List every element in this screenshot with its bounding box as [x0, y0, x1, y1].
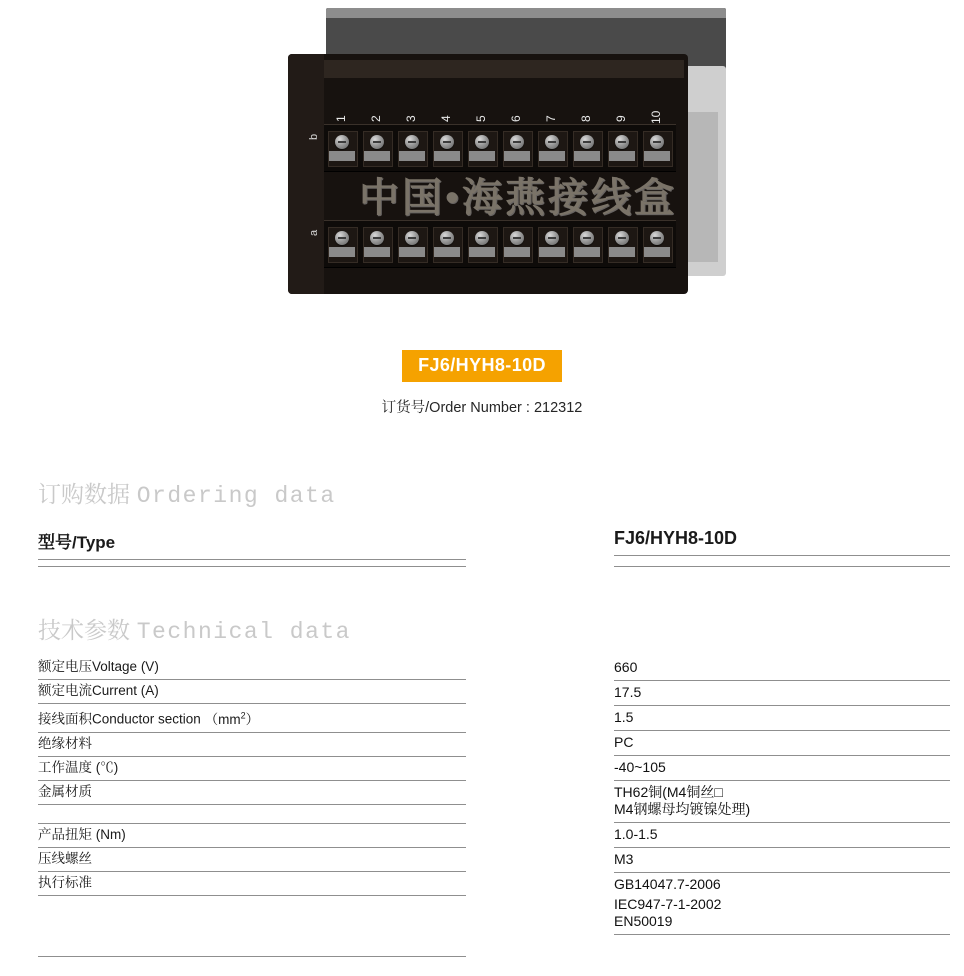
terminal-plate — [504, 151, 530, 161]
row-label-cn: 工作温度 — [38, 759, 92, 775]
ordering-type-label: 型号/Type — [38, 528, 466, 560]
row-label-en: Conductor section — [92, 711, 201, 727]
screw-icon — [615, 231, 629, 245]
row-unit: (V) — [140, 659, 159, 674]
terminal-plate — [609, 247, 635, 257]
table-cell-value: PC — [614, 731, 950, 756]
table-cell-value: -40~105 — [614, 756, 950, 781]
ordering-right-divider — [614, 566, 950, 567]
order-number-row — [0, 396, 964, 417]
screw-icon — [650, 135, 664, 149]
terminal-plate — [329, 247, 355, 257]
row-label-cn: 金属材质 — [38, 783, 92, 799]
row-label-cn: 执行标准 — [38, 874, 92, 890]
screw-icon — [370, 135, 384, 149]
terminal-number: 5 — [474, 115, 488, 122]
row-label-en: Current — [92, 683, 138, 698]
screw-icon — [510, 231, 524, 245]
section-heading-technical — [38, 612, 351, 645]
watermark-text: 中国•海燕接线盒 — [358, 175, 677, 220]
table-row-empty — [38, 805, 466, 824]
ordering-left-divider — [38, 566, 466, 567]
terminal-plate — [434, 247, 460, 257]
table-cell-value: 1.5 — [614, 706, 950, 731]
section-heading-technical-cn: 技术参数 — [38, 617, 130, 643]
terminal-number: 9 — [614, 115, 628, 122]
table-bottom-divider — [38, 942, 466, 957]
terminal-plate — [644, 151, 670, 161]
terminal-number: 1 — [334, 115, 348, 122]
screw-icon — [440, 135, 454, 149]
terminal-number: 10 — [649, 110, 663, 124]
table-cell-value: 17.5 — [614, 681, 950, 706]
box-back-wall-highlight — [326, 8, 726, 18]
row-unit: (℃) — [95, 759, 119, 775]
technical-labels-column — [38, 656, 466, 957]
model-badge-row — [0, 350, 964, 382]
terminal-plate — [574, 247, 600, 257]
terminal-number: 4 — [439, 115, 453, 122]
terminal-plate — [609, 151, 635, 161]
row-label-cn: 产品扭矩 — [38, 826, 92, 842]
table-cell-value: GB14047.7-2006 — [614, 876, 721, 892]
table-row — [38, 656, 466, 680]
terminal-plate — [329, 151, 355, 161]
screw-icon — [370, 231, 384, 245]
screw-icon — [545, 135, 559, 149]
screw-icon — [580, 231, 594, 245]
screw-icon — [405, 231, 419, 245]
order-number-value: 212312 — [533, 400, 583, 416]
terminal-plate — [364, 247, 390, 257]
row-label-b: b — [308, 133, 320, 140]
section-heading-ordering-en: Ordering data — [136, 483, 336, 509]
terminal-plate — [574, 151, 600, 161]
product-image-area — [0, 0, 964, 300]
table-row-empty — [38, 896, 466, 942]
terminal-number: 3 — [404, 115, 418, 122]
table-cell-value: 1.0-1.5 — [614, 823, 950, 848]
table-cell-value: TH62铜(M4铜丝□ — [614, 784, 723, 800]
terminal-plate — [399, 247, 425, 257]
terminal-plate — [539, 151, 565, 161]
screw-icon — [335, 135, 349, 149]
row-unit: (Nm) — [95, 826, 126, 842]
terminal-plate — [469, 247, 495, 257]
row-label-cn: 压线螺丝 — [38, 850, 92, 866]
table-cell-value: IEC947-7-1-2002 — [614, 896, 722, 912]
section-heading-technical-en: Technical data — [136, 619, 351, 645]
terminal-number: 8 — [579, 115, 593, 122]
screw-icon — [475, 135, 489, 149]
screw-icon — [405, 135, 419, 149]
screw-icon — [545, 231, 559, 245]
row-label-cn: 绝缘材料 — [38, 735, 92, 751]
technical-values-column — [614, 656, 950, 935]
terminal-plate — [504, 247, 530, 257]
section-heading-ordering-cn: 订购数据 — [38, 481, 130, 507]
row-label-cn: 接线面积 — [38, 711, 92, 727]
section-heading-ordering — [38, 476, 336, 509]
ordering-type-value: FJ6/HYH8-10D — [614, 528, 950, 556]
table-row — [38, 680, 466, 704]
table-cell-value: 660 — [614, 656, 950, 681]
row-label-a: a — [308, 229, 320, 236]
table-cell-value: M3 — [614, 848, 950, 873]
terminal-number: 6 — [509, 115, 523, 122]
box-body-highlight — [324, 60, 684, 78]
table-row — [38, 781, 466, 805]
screw-icon — [650, 231, 664, 245]
terminal-junction-box-photo — [278, 8, 738, 288]
model-badge: FJ6/HYH8-10D — [402, 350, 562, 382]
screw-icon — [615, 135, 629, 149]
box-left-side — [288, 54, 324, 294]
row-label-cn: 额定电流 — [38, 683, 92, 698]
terminal-strip-row-a — [324, 220, 676, 268]
table-cell-value: EN50019 — [614, 913, 950, 935]
row-label-cn: 额定电压 — [38, 659, 92, 674]
row-unit: $(mm^2)$ — [204, 710, 260, 727]
terminal-number: 7 — [544, 115, 558, 122]
row-label-en: Voltage — [92, 659, 138, 674]
terminal-number: 2 — [369, 115, 383, 122]
table-row — [38, 704, 466, 733]
order-number-label: 订货号/Order Number : — [381, 400, 530, 416]
terminal-plate — [644, 247, 670, 257]
terminal-plate — [434, 151, 460, 161]
screw-icon — [335, 231, 349, 245]
terminal-strip-row-b — [324, 124, 676, 172]
screw-icon — [440, 231, 454, 245]
screw-icon — [580, 135, 594, 149]
table-cell-value: M4钢螺母均镀镍处理) — [614, 801, 950, 823]
table-row — [38, 848, 466, 872]
screw-icon — [475, 231, 489, 245]
row-unit: (A) — [140, 683, 159, 698]
terminal-plate — [469, 151, 495, 161]
screw-icon — [510, 135, 524, 149]
terminal-plate — [364, 151, 390, 161]
terminal-plate — [399, 151, 425, 161]
terminal-plate — [539, 247, 565, 257]
table-row — [38, 872, 466, 896]
table-row — [38, 757, 466, 781]
table-row — [38, 824, 466, 848]
table-row — [38, 733, 466, 757]
terminal-number-row — [324, 92, 676, 126]
